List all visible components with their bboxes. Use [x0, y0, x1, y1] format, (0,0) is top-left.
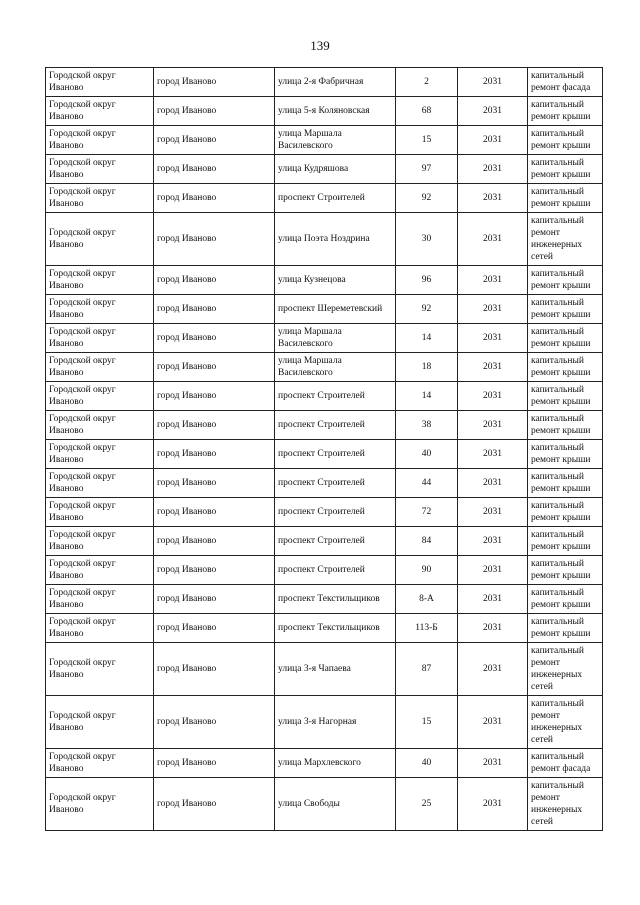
house-number-cell: 15 [396, 126, 458, 155]
house-number-cell: 72 [396, 498, 458, 527]
district-cell: Городской округ Иваново [46, 749, 154, 778]
year-cell: 2031 [458, 97, 528, 126]
table-row [46, 643, 603, 696]
district-cell: Городской округ Иваново [46, 155, 154, 184]
street-cell: проспект Текстильщиков [275, 585, 396, 614]
district-cell: Городской округ Иваново [46, 556, 154, 585]
street-cell: проспект Строителей [275, 498, 396, 527]
district-cell: Городской округ Иваново [46, 696, 154, 749]
city-cell: город Иваново [154, 68, 275, 97]
district-cell: Городской округ Иваново [46, 266, 154, 295]
year-cell: 2031 [458, 68, 528, 97]
year-cell: 2031 [458, 155, 528, 184]
table-row [46, 68, 603, 97]
table-row [46, 213, 603, 266]
street-cell: улица Кудряшова [275, 155, 396, 184]
district-cell: Городской округ Иваново [46, 68, 154, 97]
house-number-cell: 113-Б [396, 614, 458, 643]
work-type-cell: капитальный ремонт крыши [528, 295, 603, 324]
work-type-cell: капитальный ремонт крыши [528, 556, 603, 585]
district-cell: Городской округ Иваново [46, 126, 154, 155]
street-cell: улица 3-я Чапаева [275, 643, 396, 696]
table-row [46, 353, 603, 382]
work-type-cell: капитальный ремонт крыши [528, 382, 603, 411]
house-number-cell: 30 [396, 213, 458, 266]
district-cell: Городской округ Иваново [46, 440, 154, 469]
table-row [46, 614, 603, 643]
street-cell: проспект Строителей [275, 382, 396, 411]
street-cell: улица 3-я Нагорная [275, 696, 396, 749]
year-cell: 2031 [458, 749, 528, 778]
year-cell: 2031 [458, 213, 528, 266]
table-row [46, 527, 603, 556]
year-cell: 2031 [458, 643, 528, 696]
city-cell: город Иваново [154, 97, 275, 126]
city-cell: город Иваново [154, 213, 275, 266]
city-cell: город Иваново [154, 749, 275, 778]
work-type-cell: капитальный ремонт фасада [528, 749, 603, 778]
district-cell: Городской округ Иваново [46, 498, 154, 527]
city-cell: город Иваново [154, 527, 275, 556]
street-cell: проспект Строителей [275, 556, 396, 585]
city-cell: город Иваново [154, 382, 275, 411]
work-type-cell: капитальный ремонт крыши [528, 353, 603, 382]
work-type-cell: капитальный ремонт крыши [528, 614, 603, 643]
year-cell: 2031 [458, 411, 528, 440]
year-cell: 2031 [458, 324, 528, 353]
year-cell: 2031 [458, 614, 528, 643]
work-type-cell: капитальный ремонт инженерных сетей [528, 696, 603, 749]
house-number-cell: 8-А [396, 585, 458, 614]
repair-schedule-table [45, 67, 603, 831]
house-number-cell: 15 [396, 696, 458, 749]
district-cell: Городской округ Иваново [46, 643, 154, 696]
street-cell: улица Маршала Василевского [275, 353, 396, 382]
district-cell: Городской округ Иваново [46, 778, 154, 831]
city-cell: город Иваново [154, 440, 275, 469]
street-cell: проспект Строителей [275, 440, 396, 469]
house-number-cell: 2 [396, 68, 458, 97]
city-cell: город Иваново [154, 155, 275, 184]
street-cell: проспект Строителей [275, 527, 396, 556]
house-number-cell: 96 [396, 266, 458, 295]
year-cell: 2031 [458, 778, 528, 831]
work-type-cell: капитальный ремонт крыши [528, 527, 603, 556]
year-cell: 2031 [458, 266, 528, 295]
city-cell: город Иваново [154, 585, 275, 614]
table-row [46, 778, 603, 831]
house-number-cell: 92 [396, 295, 458, 324]
house-number-cell: 87 [396, 643, 458, 696]
district-cell: Городской округ Иваново [46, 614, 154, 643]
district-cell: Городской округ Иваново [46, 213, 154, 266]
year-cell: 2031 [458, 556, 528, 585]
street-cell: улица Поэта Ноздрина [275, 213, 396, 266]
city-cell: город Иваново [154, 266, 275, 295]
year-cell: 2031 [458, 126, 528, 155]
house-number-cell: 68 [396, 97, 458, 126]
house-number-cell: 25 [396, 778, 458, 831]
city-cell: город Иваново [154, 643, 275, 696]
house-number-cell: 14 [396, 382, 458, 411]
table-body [46, 68, 603, 831]
city-cell: город Иваново [154, 184, 275, 213]
house-number-cell: 92 [396, 184, 458, 213]
street-cell: улица 2-я Фабричная [275, 68, 396, 97]
street-cell: улица Маршала Василевского [275, 126, 396, 155]
year-cell: 2031 [458, 184, 528, 213]
table-row [46, 324, 603, 353]
house-number-cell: 38 [396, 411, 458, 440]
street-cell: проспект Строителей [275, 184, 396, 213]
city-cell: город Иваново [154, 556, 275, 585]
street-cell: улица 5-я Коляновская [275, 97, 396, 126]
house-number-cell: 44 [396, 469, 458, 498]
table-row [46, 266, 603, 295]
street-cell: проспект Текстильщиков [275, 614, 396, 643]
house-number-cell: 97 [396, 155, 458, 184]
table-row [46, 696, 603, 749]
year-cell: 2031 [458, 585, 528, 614]
table-row [46, 382, 603, 411]
work-type-cell: капитальный ремонт крыши [528, 498, 603, 527]
work-type-cell: капитальный ремонт крыши [528, 184, 603, 213]
house-number-cell: 18 [396, 353, 458, 382]
city-cell: город Иваново [154, 778, 275, 831]
work-type-cell: капитальный ремонт инженерных сетей [528, 778, 603, 831]
house-number-cell: 90 [396, 556, 458, 585]
city-cell: город Иваново [154, 324, 275, 353]
street-cell: проспект Шереметевский [275, 295, 396, 324]
district-cell: Городской округ Иваново [46, 382, 154, 411]
work-type-cell: капитальный ремонт инженерных сетей [528, 213, 603, 266]
year-cell: 2031 [458, 382, 528, 411]
year-cell: 2031 [458, 527, 528, 556]
year-cell: 2031 [458, 295, 528, 324]
table-row [46, 295, 603, 324]
city-cell: город Иваново [154, 126, 275, 155]
street-cell: улица Кузнецова [275, 266, 396, 295]
table-row [46, 556, 603, 585]
house-number-cell: 84 [396, 527, 458, 556]
table-row [46, 155, 603, 184]
street-cell: улица Свободы [275, 778, 396, 831]
city-cell: город Иваново [154, 353, 275, 382]
city-cell: город Иваново [154, 469, 275, 498]
district-cell: Городской округ Иваново [46, 411, 154, 440]
city-cell: город Иваново [154, 411, 275, 440]
house-number-cell: 40 [396, 440, 458, 469]
street-cell: улица Мархлевского [275, 749, 396, 778]
district-cell: Городской округ Иваново [46, 184, 154, 213]
table-row [46, 184, 603, 213]
street-cell: проспект Строителей [275, 411, 396, 440]
work-type-cell: капитальный ремонт крыши [528, 440, 603, 469]
work-type-cell: капитальный ремонт крыши [528, 469, 603, 498]
table-row [46, 126, 603, 155]
table-row [46, 469, 603, 498]
district-cell: Городской округ Иваново [46, 295, 154, 324]
city-cell: город Иваново [154, 498, 275, 527]
city-cell: город Иваново [154, 295, 275, 324]
work-type-cell: капитальный ремонт инженерных сетей [528, 643, 603, 696]
district-cell: Городской округ Иваново [46, 469, 154, 498]
table-row [46, 97, 603, 126]
year-cell: 2031 [458, 498, 528, 527]
table-row [46, 411, 603, 440]
district-cell: Городской округ Иваново [46, 353, 154, 382]
year-cell: 2031 [458, 353, 528, 382]
house-number-cell: 40 [396, 749, 458, 778]
work-type-cell: капитальный ремонт крыши [528, 585, 603, 614]
work-type-cell: капитальный ремонт крыши [528, 324, 603, 353]
street-cell: улица Маршала Василевского [275, 324, 396, 353]
table-row [46, 585, 603, 614]
year-cell: 2031 [458, 440, 528, 469]
work-type-cell: капитальный ремонт крыши [528, 126, 603, 155]
district-cell: Городской округ Иваново [46, 97, 154, 126]
work-type-cell: капитальный ремонт фасада [528, 68, 603, 97]
city-cell: город Иваново [154, 696, 275, 749]
work-type-cell: капитальный ремонт крыши [528, 411, 603, 440]
district-cell: Городской округ Иваново [46, 324, 154, 353]
street-cell: проспект Строителей [275, 469, 396, 498]
work-type-cell: капитальный ремонт крыши [528, 266, 603, 295]
house-number-cell: 14 [396, 324, 458, 353]
district-cell: Городской округ Иваново [46, 585, 154, 614]
year-cell: 2031 [458, 696, 528, 749]
city-cell: город Иваново [154, 614, 275, 643]
district-cell: Городской округ Иваново [46, 527, 154, 556]
table-row [46, 440, 603, 469]
table-row [46, 498, 603, 527]
work-type-cell: капитальный ремонт крыши [528, 155, 603, 184]
year-cell: 2031 [458, 469, 528, 498]
work-type-cell: капитальный ремонт крыши [528, 97, 603, 126]
page-number: 139 [310, 38, 330, 53]
table-row [46, 749, 603, 778]
